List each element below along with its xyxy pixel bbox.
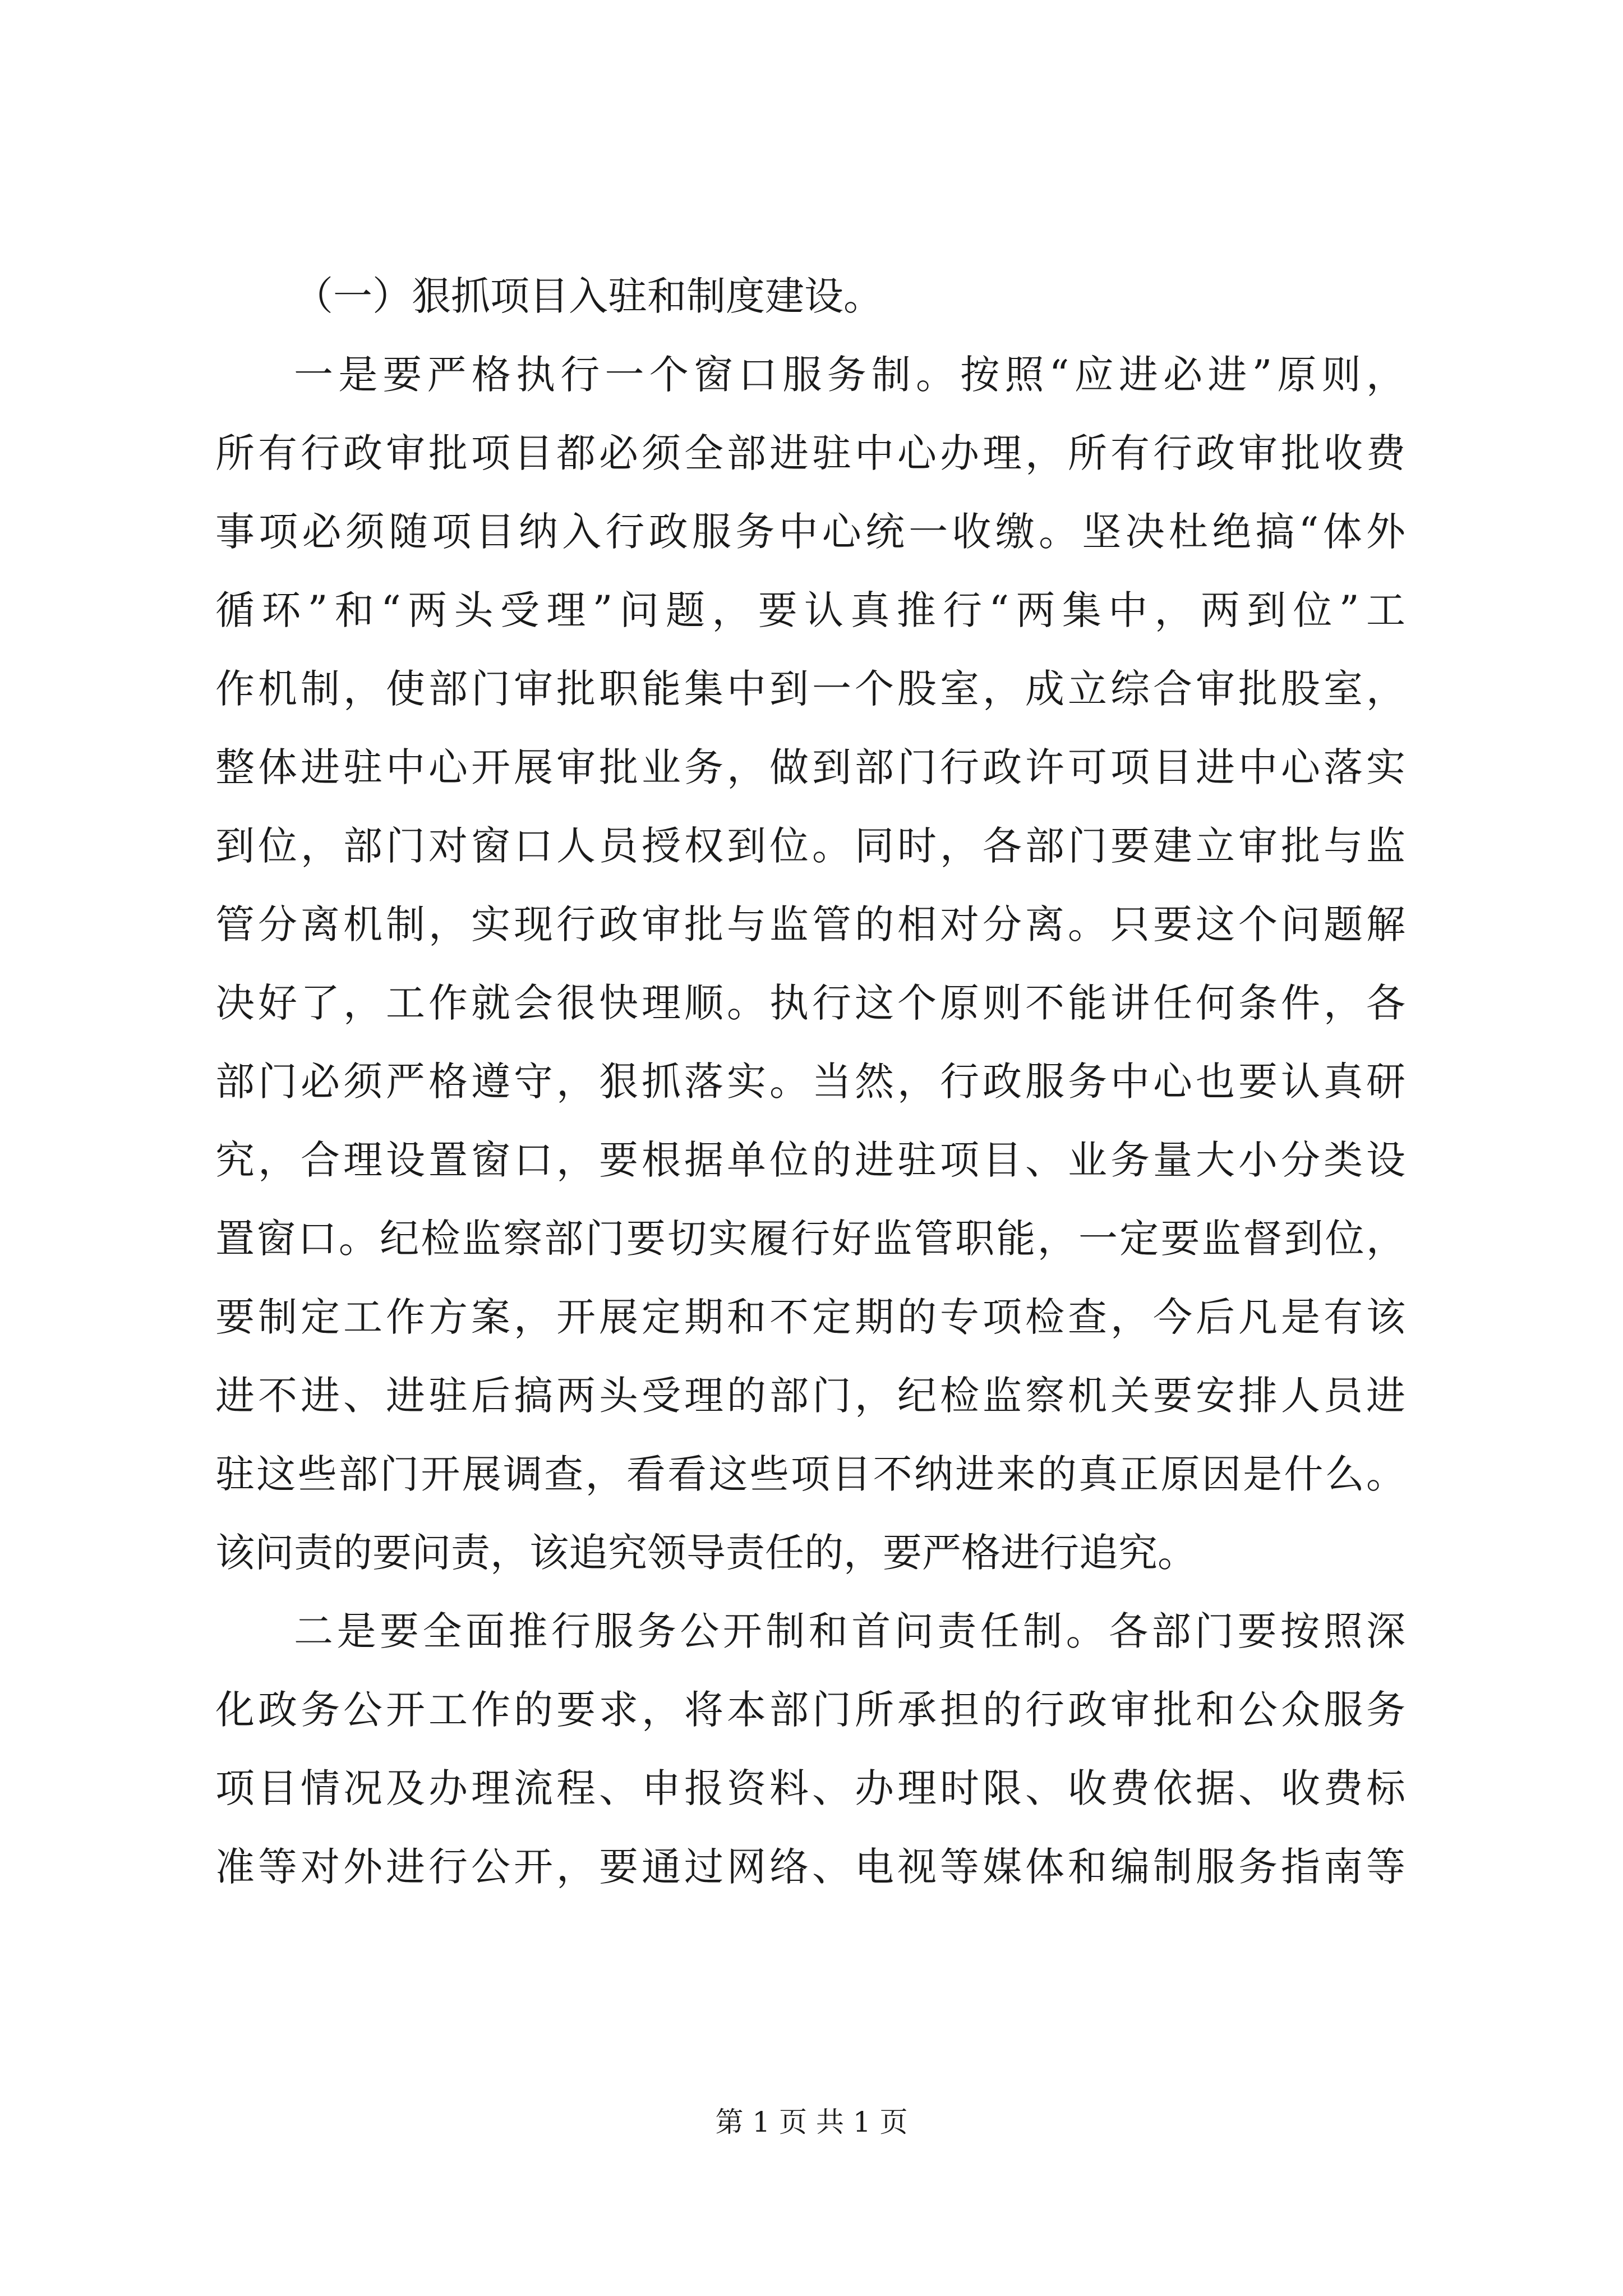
paragraph-line: 决好了，工作就会很快理顺。执行这个原则不能讲任何条件，各: [215, 980, 1405, 1026]
paragraph-line: 二是要全面推行服务公开制和首问责任制。各部门要按照深: [294, 1608, 1405, 1654]
paragraph-line: 进不进、进驻后搞两头受理的部门，纪检监察机关要安排人员进: [215, 1373, 1405, 1419]
paragraph-line: 管分离机制，实现行政审批与监管的相对分离。只要这个问题解: [215, 901, 1405, 947]
paragraph-line: 驻这些部门开展调查，看看这些项目不纳进来的真正原因是什么。: [215, 1451, 1405, 1497]
document-body: [215, 257, 1405, 1906]
paragraph-line: 置窗口。纪检监察部门要切实履行好监管职能，一定要监督到位，: [215, 1216, 1405, 1262]
paragraph-line: 要制定工作方案，开展定期和不定期的专项检查，今后凡是有该: [215, 1294, 1405, 1340]
paragraph-line: 准等对外进行公开，要通过网络、电视等媒体和编制服务指南等: [215, 1844, 1405, 1890]
paragraph-line: 该问责的要问责，该追究领导责任的，要严格进行追究。: [215, 1530, 1197, 1576]
paragraph-line: 到位，部门对窗口人员授权到位。同时，各部门要建立审批与监: [215, 823, 1405, 869]
paragraph-line: 所有行政审批项目都必须全部进驻中心办理，所有行政审批收费: [215, 430, 1405, 476]
paragraph-line: 化政务公开工作的要求，将本部门所承担的行政审批和公众服务: [215, 1687, 1405, 1733]
paragraph-line: 循环”和“两头受理”问题，要认真推行“两集中，两到位”工: [215, 587, 1405, 633]
section-heading: [215, 257, 1405, 335]
page-footer: 第 1 页 共 1 页: [715, 2106, 908, 2138]
paragraph-line: 一是要严格执行一个窗口服务制。按照“应进必进”原则，: [294, 352, 1405, 398]
paragraph-line: 究，合理设置窗口，要根据单位的进驻项目、业务量大小分类设: [215, 1137, 1405, 1183]
paragraph-window-service: [215, 335, 1405, 1592]
paragraph-line: 作机制，使部门审批职能集中到一个股室，成立综合审批股室，: [215, 666, 1405, 712]
paragraph-line: 项目情况及办理流程、申报资料、办理时限、收费依据、收费标: [215, 1765, 1405, 1811]
paragraph-line: 事项必须随项目纳入行政服务中心统一收缴。坚决杜绝搞“体外: [215, 509, 1405, 555]
paragraph-line: 部门必须严格遵守，狠抓落实。当然，行政服务中心也要认真研: [215, 1059, 1405, 1105]
paragraph-service-disclosure: [215, 1592, 1405, 1906]
heading-line: （一）狠抓项目入驻和制度建设。: [294, 273, 883, 319]
paragraph-line: 整体进驻中心开展审批业务，做到部门行政许可项目进中心落实: [215, 744, 1405, 790]
